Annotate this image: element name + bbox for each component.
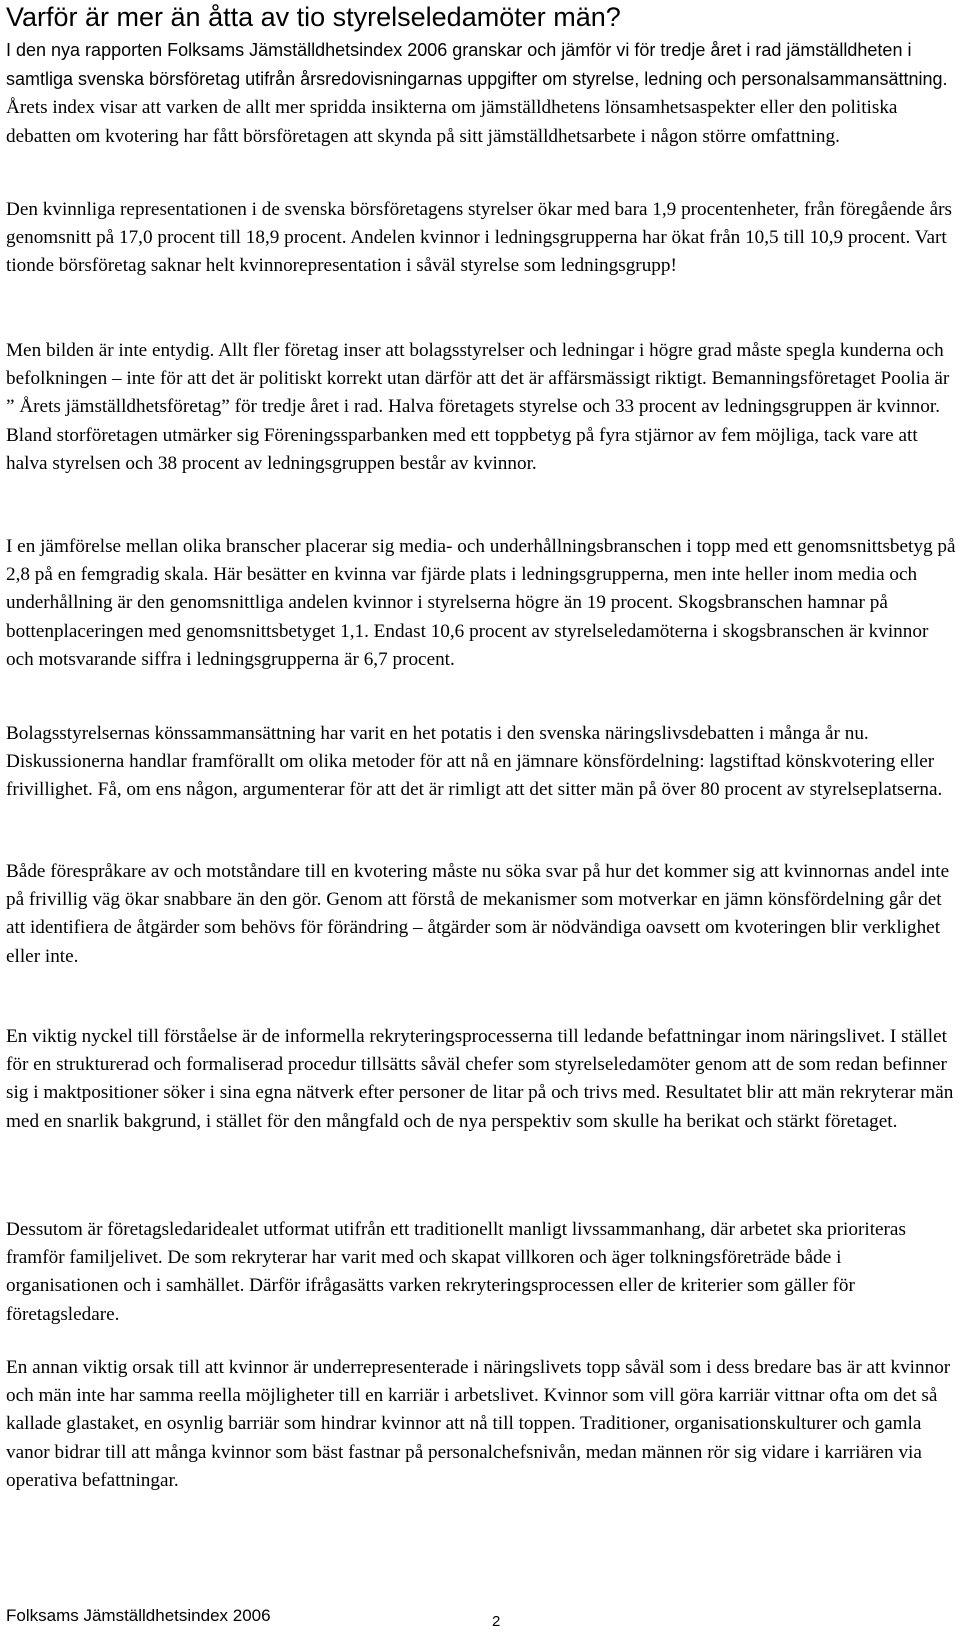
footer-page-number: 2: [492, 1613, 501, 1630]
paragraph-board-debate: Bolagsstyrelsernas könssammansättning har varit en het potatis i den svenska näringslivsdebatten i många år nu. Diskussionerna handlar framförallt om olika metoder för att nå en jämnare könsfördelning: lagstiftad könskvotering eller frivillighet. Få, om ens någon, argumenterar för att det är rimligt att det sitter män på över 80 procent av styrelseplatserna.: [6, 723, 943, 801]
intro-paragraph: [6, 36, 958, 151]
paragraph-board-representation: Den kvinnliga representationen i de svenska börsföretagens styrelser ökar med bara 1,9 procentenheter, från föregående års genomsnitt på 17,0 procent till 18,9 procent. Andelen kvinnor i ledningsgrupperna har ökat från 10,5 till 10,9 procent. Vart tionde börsföretag saknar helt kvinnorepresentation i såväl styrelse som ledningsgrupp!: [6, 199, 952, 277]
paragraph-recruitment-process: En viktig nyckel till förståelse är de informella rekryteringsprocesserna till ledande befattningar inom näringslivet. I stället för en strukturerad och formaliserad procedur tillsätts såväl chefer som styrelseledamöter genom att de som redan befinner sig i maktpositioner söker i sina egna nätverk efter personer de litar på och trivs med. Resultatet blir att män rekryterar män med en snarlik bakgrund, i stället för den mångfald och de nya perspektiv som skulle ha berikat och stärkt företaget.: [6, 1026, 954, 1132]
intro-lead-text: I den nya rapporten Folksams Jämställdhetsindex 2006 granskar och jämför vi för tredje året i rad jämställdheten i samtliga svenska börsföretag utifrån årsredovisningarnas uppgifter om styrelse, ledning och personalsammansättning.: [6, 40, 948, 90]
intro-body-text: Årets index visar att varken de allt mer spridda insikterna om jämställdhetens lönsamhetsaspekter eller den politiska debatten om kvotering har fått börsföretagen att skynda på sitt jämställdhetsarbete i någon större omfattning.: [6, 97, 898, 147]
paragraph-glass-ceiling: En annan viktig orsak till att kvinnor är underrepresenterade i näringslivets topp såväl som i dess bredare bas är att kvinnor och män inte har samma reella möjligheter till en karriär i arbetslivet. Kvinnor som vill göra karriär vittnar ofta om det så kallade glastaket, en osynlig barriär som hindrar kvinnor att nå till toppen. Traditioner, organisationskulturer och gamla vanor bidrar till att många kvinnor som bäst fastnar på personalchefsnivån, medan männen rör sig vidare i karriären via operativa befattningar.: [6, 1357, 951, 1491]
paragraph-industry-comparison: I en jämförelse mellan olika branscher placerar sig media- och underhållningsbranschen i topp med ett genomsnittsbetyg på 2,8 på en femgradig skala. Här besätter en kvinna var fjärde plats i ledningsgrupperna, men inte heller inom media och underhållning är den genomsnittliga andelen kvinnor i styrelserna högre än 19 procent. Skogsbranschen hamnar på bottenplaceringen med genomsnittsbetyget 1,1. Endast 10,6 procent av styrelseledamöterna i skogsbranschen är kvinnor och motsvarande siffra i ledningsgrupperna är 6,7 procent.: [6, 536, 956, 670]
paragraph-leadership-ideal: Dessutom är företagsledaridealet utformat utifrån ett traditionellt manligt livssammanhang, där arbetet ska prioriteras framför familjelivet. De som rekryterar har varit med och skapat villkoren och äger tolkningsföreträde både i organisationen och i samhället. Därför ifrågasätts varken rekryteringsprocessen eller de kriterier som gäller för företagsledare.: [6, 1219, 906, 1325]
paragraph-quota-mechanisms: Både förespråkare av och motståndare till en kvotering måste nu söka svar på hur det kommer sig att kvinnornas andel inte på frivillig väg ökar snabbare än den gör. Genom att förstå de mekanismer som motverkar en jämn könsfördelning går det att identifiera de åtgärder som behövs för förändring – åtgärder som är nödvändiga oavsett om kvoteringen blir verklighet eller inte.: [6, 861, 950, 967]
page-title: Varför är mer än åtta av tio styrelseledamöter män?: [6, 2, 621, 32]
footer-publication: Folksams Jämställdhetsindex 2006: [6, 1606, 271, 1625]
paragraph-mixed-picture: Men bilden är inte entydig. Allt fler företag inser att bolagsstyrelser och ledningar i högre grad måste spegla kunderna och befolkningen – inte för att det är politiskt korrekt utan därför att det är affärsmässigt riktigt. Bemanningsföretaget Poolia är ” Årets jämställdhetsföretag” för tredje året i rad. Halva företagets styrelse och 33 procent av ledningsgruppen är kvinnor. Bland storföretagen utmärker sig Föreningssparbanken med ett toppbetyg på fyra stjärnor av fem möjliga, tack vare att halva styrelsen och 38 procent av ledningsgruppen består av kvinnor.: [6, 340, 950, 474]
